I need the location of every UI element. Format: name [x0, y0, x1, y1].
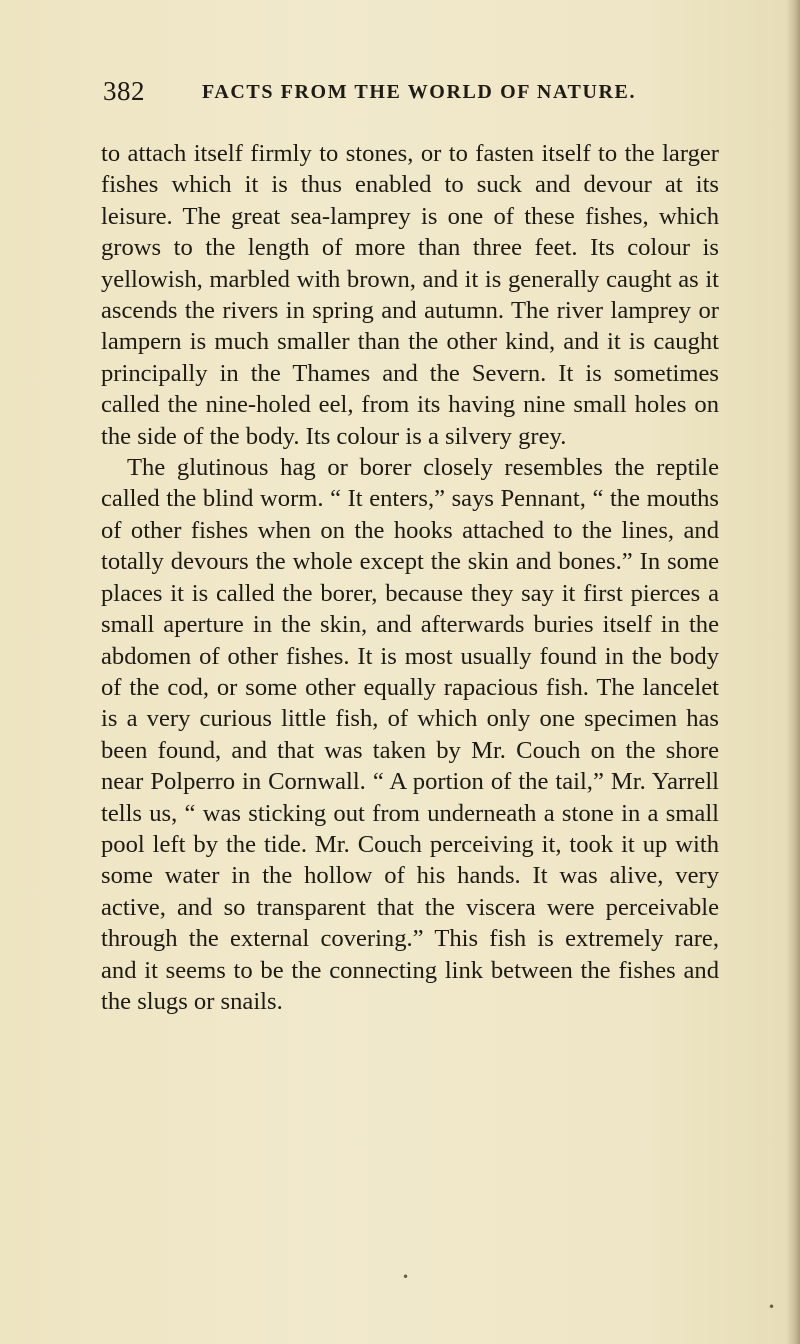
body-text: [101, 138, 719, 1017]
paragraph-glutinous-hag: The glutinous hag or borer closely resembles the reptile called the blind worm. “ It enters,” says Pennant, “ the mouths of other fishes when on the hooks attached to the lines, and totally devours the whole except the skin and bones.” In some places it is called the borer, because they say it first pierces a small aperture in the skin, and afterwards buries itself in the abdomen of other fishes. It is most usually found in the body of the cod, or some other equally rapacious fish. The lancelet is a very curious little fish, of which only one specimen has been found, and that was taken by Mr. Couch on the shore near Polperro in Cornwall. “ A portion of the tail,” Mr. Yarrell tells us, “ was sticking out from underneath a stone in a small pool left by the tide. Mr. Couch perceiving it, took it up with some water in the hollow of his hands. It was alive, very active, and so transparent that the viscera were perceivable through the external covering.” This fish is extremely rare, and it seems to be the connecting link between the fishes and the slugs or snails.: [101, 454, 719, 1015]
page-header: [103, 76, 703, 116]
print-speck: •: [402, 1270, 410, 1284]
running-head: FACTS FROM THE WORLD OF NATURE.: [202, 81, 637, 103]
print-speck-edge: •: [768, 1300, 776, 1314]
page-number: 382: [103, 76, 145, 106]
paragraph-continued: to attach itself firmly to stones, or to fasten itself to the larger fishes which it is thus enabled to suck and devour at its leisure. The great sea-lamprey is one of these fishes, which grows to the length of more than three feet. Its colour is yellowish, marbled with brown, and it is generally caught as it ascends the rivers in spring and autumn. The river lamprey or lampern is much smaller than the other kind, and it is caught principally in the Thames and the Severn. It is sometimes called the nine-holed eel, from its having nine small holes on the side of the body. Its colour is a silvery grey.: [101, 140, 719, 450]
page-edge-shadow: [786, 0, 800, 1344]
